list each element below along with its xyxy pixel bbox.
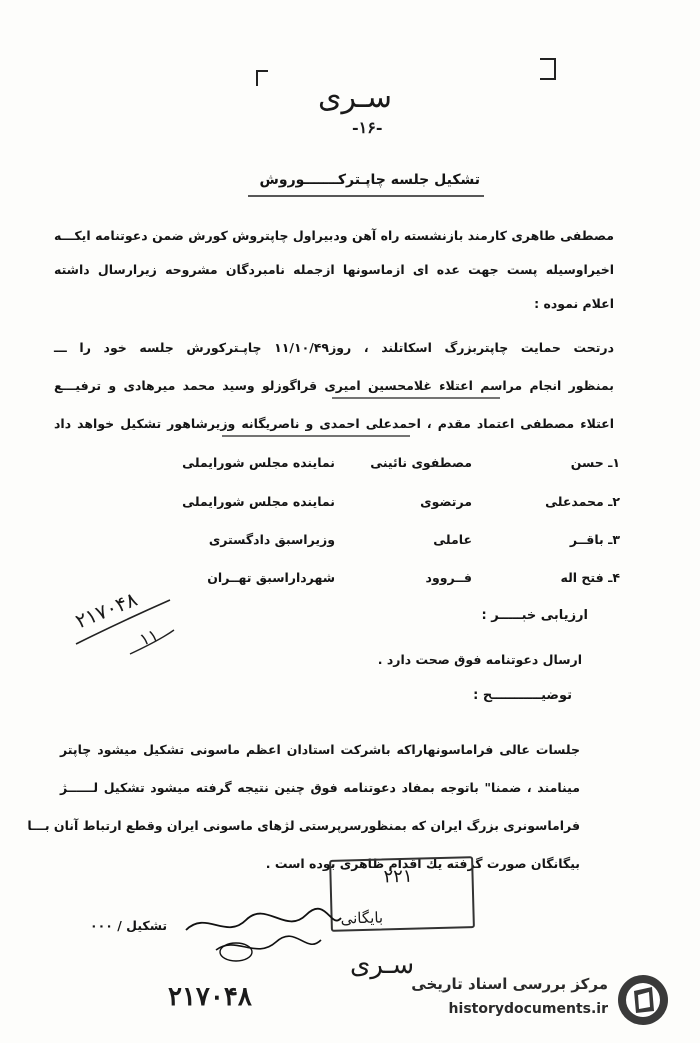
member-surname: مصطفوی نائینی (370, 455, 472, 470)
body-line-1: درتحت حمایت چاپتربزرگ اسکاتلند ، روز۱۱/۱۰/۴۹ چاپـترکورش جلسه خود را ـــ (54, 340, 614, 355)
intro-line-2: اخیراوسیله پست جهت عده ای ازماسونها ازجمله نامبردگان مشروحه زیرارسال داشته (54, 262, 614, 277)
stamp-number: ۲۲۱ (383, 865, 413, 888)
member-first-name: ۲ـ محمدعلی (545, 494, 620, 509)
explanation-heading: توضیـــــــــــح : (473, 688, 572, 703)
classification-header: سـری (318, 80, 392, 115)
assessment-heading: ارزیابی خبـــــر : (481, 608, 588, 623)
member-first-name: ۴ـ فتح اله (560, 570, 620, 585)
member-surname: مرتضوی (420, 494, 472, 509)
handwritten-strike (70, 592, 180, 662)
handwritten-file-number: ۲۱۷۰۴۸ (71, 586, 141, 634)
member-first-name: ۳ـ باقــر (569, 532, 620, 547)
member-surname: فــروود (425, 570, 472, 585)
intro-line-1: مصطفی طاهری کارمند بازنشسته راه آهن ودبیراول چاپتروش کورش ضمن دعوتنامه ایکـــه (54, 228, 614, 243)
member-role: نماینده مجلس شورایملی (182, 455, 335, 470)
member-role: شهرداراسبق تهــران (207, 570, 335, 585)
body-line-3: اعتلاء مصطفی اعتماد مقدم ، احمدعلی احمدی و ناصریگانه وزیرشاهور تشکیل خواهد داد (54, 416, 614, 431)
explanation-line-3: فراماسونری بزرگ ایران که بمنظورسرپرستی لژهای ماسونی ایران وقطع ارتباط آنان بـــا (27, 818, 580, 833)
name-underlines (0, 0, 700, 450)
watermark (411, 971, 678, 1031)
archive-stamp (329, 856, 475, 932)
member-role: وزیراسبق دادگستری (208, 532, 335, 547)
explanation-line-2: مینامند ، ضمنا" باتوجه بمفاد دعوتنامه فوق چنین نتیجه گرفته میشود تشکیل لــــــژ (60, 780, 580, 795)
explanation-line-1: جلسات عالی فراماسونهاراکه باشرکت استادان اعظم ماسونی تشکیل میشود چاپتر (60, 742, 580, 757)
member-role: نماینده مجلس شورایملی (182, 494, 335, 509)
document-title: تشکیل جلسه چاپـترکـــــــوروش (259, 172, 480, 188)
page-number: -۱۶- (352, 118, 383, 137)
signature (176, 900, 346, 970)
handwritten-sub-number: ۱۱ (136, 625, 162, 651)
assessment-text: ارسال دعوتنامه فوق صحت دارد . (377, 652, 582, 667)
explanation-line-4: بیگانگان صورت گرفته یك اقدام ظاهری بوده است . (265, 856, 580, 871)
bottom-handwritten-number: ۲۱۷۰۴۸ (168, 982, 252, 1012)
footer-label: تشکیل / ۰۰۰ (90, 918, 168, 933)
body-line-2: بمنظور انجام مراسم اعتلاء غلامحسین امیری قراگوزلو وسید محمد میرهادی و ترفیـــع (54, 378, 614, 393)
archive-logo-icon (616, 973, 670, 1027)
intro-line-3: اعلام نموده : (534, 296, 614, 311)
member-surname: عاملی (433, 532, 472, 547)
watermark-english-text: historydocuments.ir (448, 1001, 608, 1017)
watermark-persian-text: مرکز بررسی اسناد تاریخی (411, 975, 608, 993)
footer-classification: سـری (350, 950, 415, 980)
member-first-name: ۱ـ حسن (570, 455, 620, 470)
stamp-label: بایگانی (340, 908, 384, 928)
